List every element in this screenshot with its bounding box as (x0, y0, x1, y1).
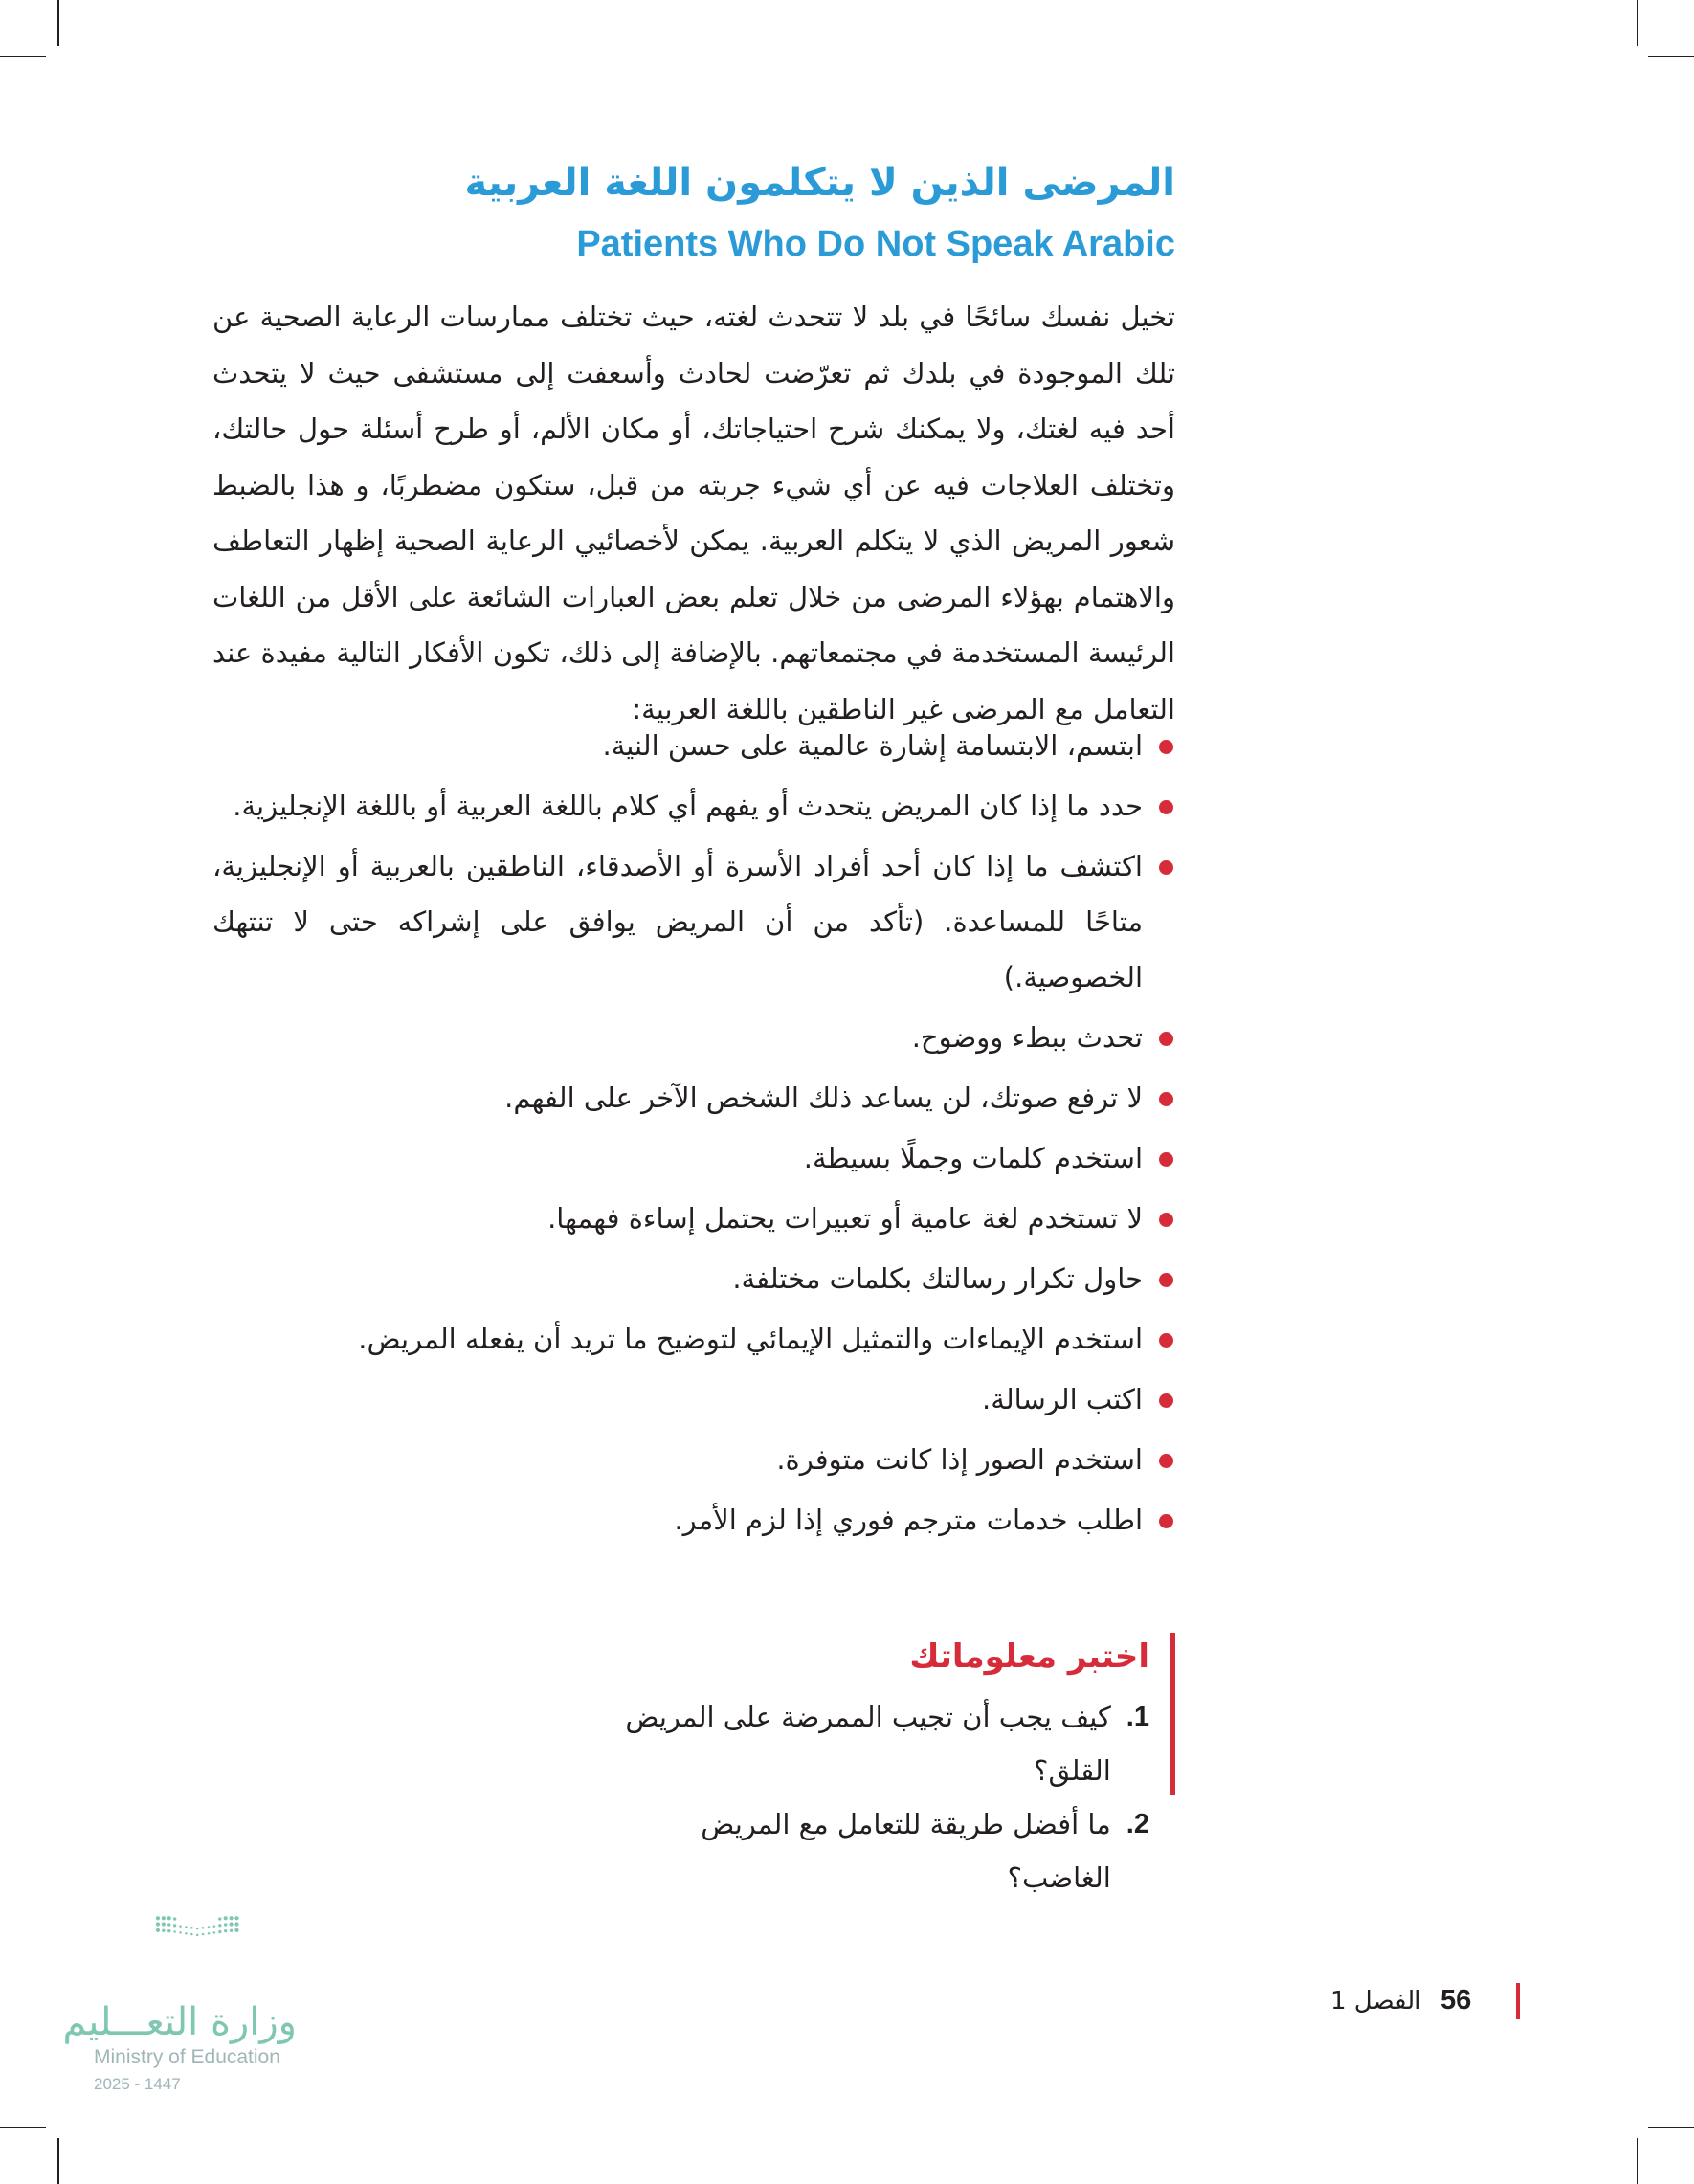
crop-mark (1648, 56, 1694, 57)
bullet-dot-icon (1159, 860, 1173, 875)
list-item: اكتشف ما إذا كان أحد أفراد الأسرة أو الأصدقاء، الناطقين بالعربية أو الإنجليزية، متاحًا للمساعدة. (تأكد من أن المريض يوافق على إشراكه حتى لا تنتهك الخصوصية.) (212, 838, 1175, 1005)
crop-mark (57, 0, 59, 46)
crop-mark (0, 56, 46, 57)
footer-divider (1516, 1983, 1520, 2019)
quiz-question (601, 1690, 1149, 1797)
crop-mark (1637, 0, 1638, 46)
bullet-dot-icon (1159, 1333, 1173, 1348)
list-item: اطلب خدمات مترجم فوري إذا لزم الأمر. (212, 1492, 1175, 1548)
list-item: حاول تكرار رسالتك بكلمات مختلفة. (212, 1251, 1175, 1306)
list-item: استخدم الإيماءات والتمثيل الإيمائي لتوضيح ما تريد أن يفعله المريض. (212, 1311, 1175, 1367)
bullet-dot-icon (1159, 1273, 1173, 1287)
section-title-english: Patients Who Do Not Speak Arabic (576, 224, 1175, 264)
chapter-label: الفصل 1 (1330, 1987, 1422, 2016)
list-item: حدد ما إذا كان المريض يتحدث أو يفهم أي كلام باللغة العربية أو باللغة الإنجليزية. (212, 778, 1175, 834)
list-item: استخدم الصور إذا كانت متوفرة. (212, 1432, 1175, 1487)
question-number: 2. (1126, 1809, 1149, 1839)
list-item: لا تستخدم لغة عامية أو تعبيرات يحتمل إساءة فهمها. (212, 1191, 1175, 1246)
bullet-dot-icon (1159, 1032, 1173, 1046)
bullet-dot-icon (1159, 1092, 1173, 1106)
page-number: 56 (1440, 1985, 1472, 2016)
bullet-dot-icon (1159, 800, 1173, 814)
bullet-dot-icon (1159, 1213, 1173, 1227)
quiz-title: اختبر معلوماتك (909, 1638, 1149, 1676)
list-item: استخدم كلمات وجملًا بسيطة. (212, 1130, 1175, 1186)
bullet-dot-icon (1159, 1514, 1173, 1528)
bullet-dot-icon (1159, 740, 1173, 754)
ministry-logo-icon (91, 1914, 311, 1991)
bullet-dot-icon (1159, 1152, 1173, 1167)
check-your-knowledge-box (601, 1633, 1175, 1894)
ministry-year: 2025 - 1447 (94, 2075, 181, 2093)
list-item: ابتسم، الابتسامة إشارة عالمية على حسن النية. (212, 718, 1175, 773)
crop-mark (1637, 2138, 1638, 2184)
list-item: اكتب الرسالة. (212, 1371, 1175, 1427)
quiz-question (601, 1797, 1149, 1905)
intro-paragraph: تخيل نفسك سائحًا في بلد لا تتحدث لغته، حيث تختلف ممارسات الرعاية الصحية عن تلك الموجودة في بلدك ثم تعرّضت لحادث وأسعفت إلى مستشفى حيث لا يتحدث أحد فيه لغتك، ولا يمكنك شرح احتياجاتك، أو مكان الألم، أو طرح أسئلة حول حالتك، وتختلف العلاجات فيه عن أي شيء جربته من قبل، ستكون مضطربًا، و هذا بالضبط شعور المريض الذي لا يتكلم العربية. يمكن لأخصائيي الرعاية الصحية إظهار التعاطف والاهتمام بهؤلاء المرضى من خلال تعلم بعض العبارات الشائعة على الأقل من اللغات الرئيسة المستخدمة في مجتمعاتهم. بالإضافة إلى ذلك، تكون الأفكار التالية مفيدة عند التعامل مع المرضى غير الناطقين باللغة العربية: (212, 301, 1175, 725)
ministry-name-english: Ministry of Education (94, 2046, 280, 2068)
crop-mark (1648, 2127, 1694, 2128)
question-text: ما أفضل طريقة للتعامل مع المريض الغاضب؟ (701, 1808, 1111, 1894)
section-title-arabic: المرضى الذين لا يتكلمون اللغة العربية (464, 161, 1175, 205)
bullet-dot-icon (1159, 1454, 1173, 1468)
list-item: تحدث ببطء ووضوح. (212, 1010, 1175, 1065)
question-number: 1. (1126, 1702, 1149, 1732)
crop-mark (0, 2127, 46, 2128)
crop-mark (57, 2138, 59, 2184)
bullet-dot-icon (1159, 1393, 1173, 1408)
list-item: لا ترفع صوتك، لن يساعد ذلك الشخص الآخر على الفهم. (212, 1070, 1175, 1125)
tips-list (212, 718, 1175, 1552)
ministry-name-arabic: وزارة التعـــليم (62, 2000, 297, 2044)
question-text: كيف يجب أن تجيب الممرضة على المريض القلق؟ (625, 1701, 1111, 1787)
